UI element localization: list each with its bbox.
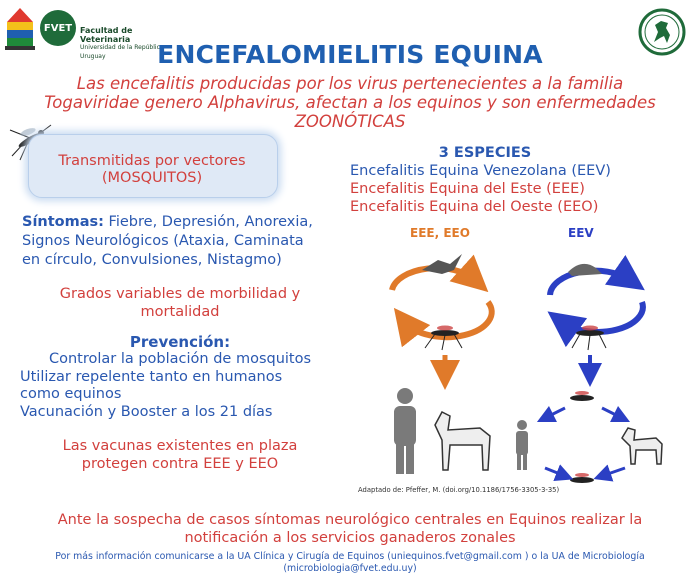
mosquito-bottom-low	[570, 473, 594, 483]
alert-text: Ante la sospecha de casos síntomas neurológico centrales en Equinos realizar la notificación a los servicios ganaderos zonales	[57, 512, 643, 546]
morbidity-text: Grados variables de morbilidad y mortalidad	[59, 286, 301, 320]
diagram-label-eee-eeo: EEE, EEO	[410, 226, 470, 240]
rodent-icon	[568, 264, 602, 276]
page-title: ENCEFALOMIELITIS EQUINA	[157, 40, 543, 69]
human-silhouette-left	[394, 388, 416, 474]
mosquito-bottom-top	[570, 391, 594, 401]
fvet-logo-text: Facultad de Veterinaria Universidad de la República Uruguay	[80, 26, 164, 60]
species-eee: Encefalitis Equina del Este (EEE)	[350, 181, 585, 197]
species-list	[350, 162, 650, 216]
symptoms-text: Síntomas: Fiebre, Depresión, Anorexia, Signos Neurológicos (Ataxia, Caminata en círculo, Convulsiones, Nistagmo)	[22, 214, 313, 268]
vaccines-text: Las vacunas existentes en plaza protegen contra EEE y EEO	[62, 438, 298, 472]
prevention-list: Controlar la población de mosquitos Utilizar repelente tanto en humanos como equinos Vacunación y Booster a los 21 días	[20, 351, 312, 420]
species-title: 3 ESPECIES	[438, 145, 532, 161]
vector-text: Transmitidas por vectores (MOSQUITOS)	[58, 153, 246, 186]
human-silhouette-right	[516, 420, 528, 470]
fvet-logo-abbrev: FVET	[43, 23, 73, 34]
species-eeo: Encefalitis Equina del Oeste (EEO)	[350, 199, 599, 215]
intro-text: Las encefalitis producidas por los virus pertenecientes a la familia Togaviridae genero Alphavirus, afectan a los equinos y son enfermedades ZOONÓTICAS	[44, 74, 656, 131]
horse-silhouette-left	[435, 412, 490, 470]
image-credit: Adaptado de: Pfeffer, M. (doi.org/10.1186/1756-3305-3-35)	[358, 486, 560, 494]
diagram-label-eev: EEV	[568, 226, 594, 240]
transmission-diagram	[350, 240, 695, 490]
species-eev: Encefalitis Equina Venezolana (EEV)	[350, 163, 611, 179]
horse-silhouette-right	[622, 428, 662, 464]
prevention-title: Prevención:	[129, 333, 231, 351]
contact-info: Por más información comunicarse a la UA Clínica y Cirugía de Equinos (uniequinos.fvet@gmail.com ) o la UA de Microbiología (microbiologia@fvet.edu.uy)	[55, 551, 645, 574]
cycle-arrow-right-bottom	[562, 302, 643, 332]
symptoms-label: Síntomas:	[22, 214, 104, 230]
